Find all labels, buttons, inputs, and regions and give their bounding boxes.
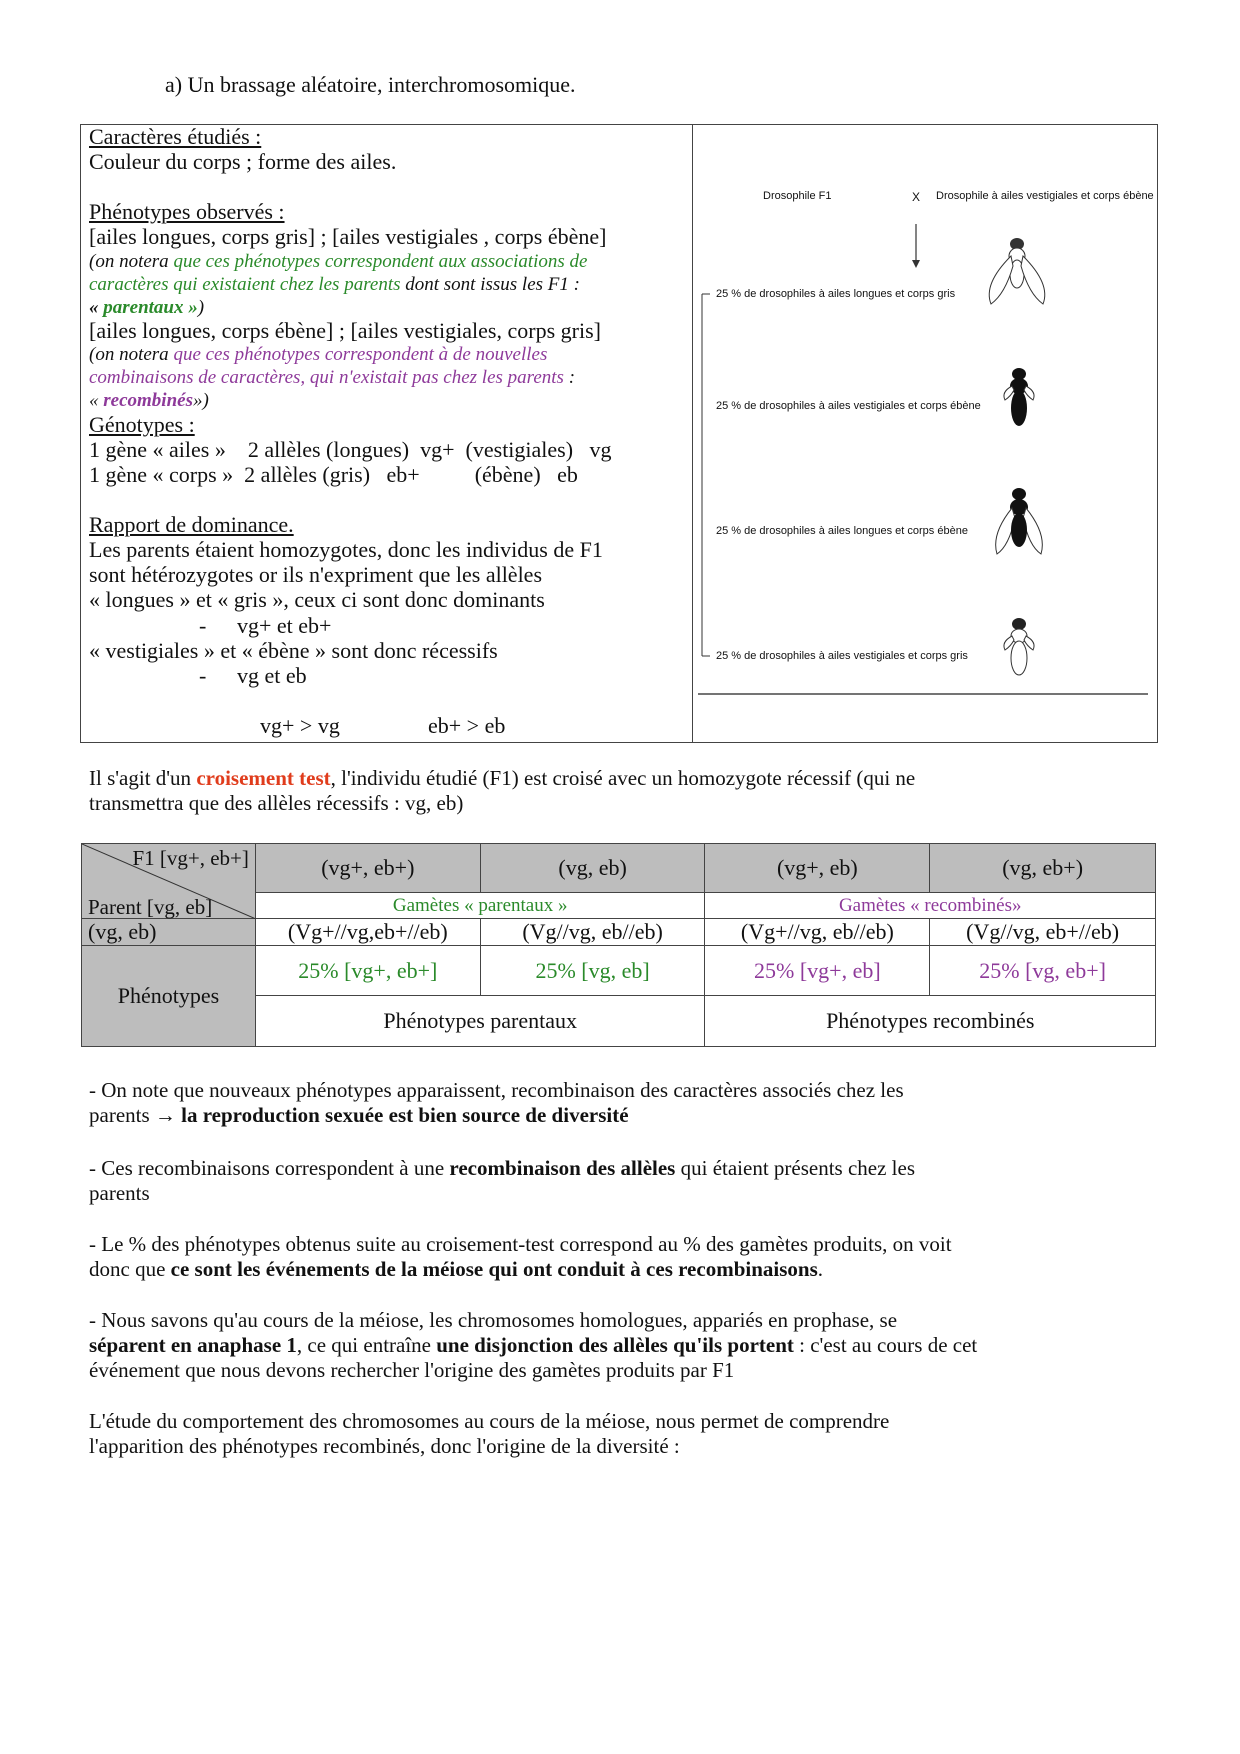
- note-recombines-2: combinaisons de caractères, qui n'existait pas chez les parents :: [89, 367, 576, 388]
- para5-line1: L'étude du comportement des chromosomes au cours de la méiose, nous permet de comprendre: [89, 1409, 890, 1433]
- genotype-wings: 1 gène « ailes » 2 allèles (longues) vg+ (vestigiales) vg: [89, 437, 612, 462]
- dominance-vg: vg+ > vg: [260, 713, 340, 738]
- para4-line2: séparent en anaphase 1, ce qui entraîne une disjonction des allèles qu'ils portent : c'est au cours de cet: [89, 1333, 978, 1357]
- note-parentaux-2: caractères qui existaient chez les parents dont sont issus les F1 :: [89, 274, 580, 295]
- phenotypes-line1: [ailes longues, corps gris] ; [ailes vestigiales , corps ébène]: [89, 224, 607, 249]
- arrow-icon: →: [154, 1103, 176, 1127]
- genotype-1: (Vg+//vg,eb+//eb): [255, 919, 480, 946]
- phenotype-2: 25% [vg, eb]: [480, 946, 705, 996]
- fly-vestigial-ebony-icon: [1004, 368, 1034, 426]
- para4-line1: - Nous savons qu'au cours de la méiose, les chromosomes homologues, appariés en prophase, se: [89, 1308, 898, 1332]
- dominance-alleles-dominant: vg+ et eb+: [237, 613, 332, 638]
- characters-text: Couleur du corps ; forme des ailes.: [89, 149, 397, 174]
- note-parentaux-3: « parentaux »): [89, 297, 205, 318]
- section-heading: a) Un brassage aléatoire, interchromosomique.: [165, 72, 576, 97]
- gamete-f1-4: (vg, eb+): [930, 844, 1156, 893]
- phenotypes-parentaux: Phénotypes parentaux: [255, 996, 705, 1047]
- para5-line2: l'apparition des phénotypes recombinés, donc l'origine de la diversité :: [89, 1434, 680, 1458]
- corner-parent-label: Parent [vg, eb]: [88, 895, 213, 919]
- dominance-line2: sont hétérozygotes or ils n'expriment que les allèles: [89, 562, 543, 587]
- table-corner: [82, 844, 256, 919]
- intro-line1: Il s'agit d'un croisement test, l'individu étudié (F1) est croisé avec un homozygote récessif (qui ne: [89, 766, 916, 790]
- para3-line1: - Le % des phénotypes obtenus suite au croisement-test correspond au % des gamètes produits, on voit: [89, 1232, 952, 1256]
- para3-line2: donc que ce sont les événements de la méiose qui ont conduit à ces recombinaisons.: [89, 1257, 823, 1281]
- fly-long-grey-icon: [989, 238, 1045, 304]
- dominance-line1: Les parents étaient homozygotes, donc les individus de F1: [89, 537, 603, 562]
- gamete-f1-1: (vg+, eb+): [255, 844, 480, 893]
- phenotype-4: 25% [vg, eb+]: [930, 946, 1156, 996]
- corner-f1-label: F1 [vg+, eb+]: [132, 846, 249, 870]
- gametes-parentaux: Gamètes « parentaux »: [255, 893, 705, 919]
- dominance-dash1: -: [199, 613, 207, 638]
- figure-parent-f1: Drosophile F1: [763, 190, 832, 202]
- phenotypes-row-label: Phénotypes: [82, 946, 256, 1047]
- dominance-eb: eb+ > eb: [428, 713, 506, 738]
- genotype-body: 1 gène « corps » 2 allèles (gris) eb+ (ébène) eb: [89, 462, 578, 487]
- fly-long-ebony-icon: [996, 488, 1043, 554]
- para2-line1: - Ces recombinaisons correspondent à une recombinaison des allèles qui étaient présents chez les: [89, 1156, 916, 1180]
- figure-result-4: 25 % de drosophiles à ailes vestigiales et corps gris: [716, 650, 968, 662]
- genotype-3: (Vg+//vg, eb//eb): [705, 919, 930, 946]
- dominance-line5: « vestigiales » et « ébène » sont donc récessifs: [89, 638, 498, 663]
- gamete-f1-2: (vg, eb): [480, 844, 705, 893]
- genotypes-title: Génotypes :: [89, 412, 195, 437]
- para1-line1: - On note que nouveaux phénotypes apparaissent, recombinaison des caractères associés chez les: [89, 1078, 904, 1102]
- phenotype-1: 25% [vg+, eb+]: [255, 946, 480, 996]
- para1-line2: parents → la reproduction sexuée est bien source de diversité: [89, 1103, 629, 1127]
- dominance-alleles-recessive: vg et eb: [237, 663, 307, 688]
- figure-result-1: 25 % de drosophiles à ailes longues et corps gris: [716, 288, 956, 300]
- dominance-line3: « longues » et « gris », ceux ci sont donc dominants: [89, 587, 545, 612]
- figure-result-2: 25 % de drosophiles à ailes vestigiales et corps ébène: [716, 400, 981, 412]
- phenotypes-recombines: Phénotypes recombinés: [705, 996, 1156, 1047]
- figure-cross-symbol: X: [912, 190, 921, 204]
- gamete-f1-3: (vg+, eb): [705, 844, 930, 893]
- figure-result-3: 25 % de drosophiles à ailes longues et corps ébène: [716, 525, 968, 537]
- dominance-dash2: -: [199, 663, 207, 688]
- phenotype-3: 25% [vg+, eb]: [705, 946, 930, 996]
- note-parentaux-1: (on notera que ces phénotypes correspondent aux associations de: [89, 251, 588, 272]
- figure-cross-diagram: [692, 124, 1156, 741]
- dominance-title: Rapport de dominance.: [89, 512, 294, 537]
- intro-line2: transmettra que des allèles récessifs : vg, eb): [89, 791, 464, 815]
- phenotypes-title: Phénotypes observés :: [89, 199, 285, 224]
- note-recombines-3: « recombinés»): [89, 390, 209, 411]
- para2-line2: parents: [89, 1181, 150, 1205]
- gametes-recombines: Gamètes « recombinés»: [705, 893, 1156, 919]
- characters-title: Caractères étudiés :: [89, 124, 262, 149]
- fly-vestigial-grey-icon: [1004, 618, 1034, 675]
- parent-gamete: (vg, eb): [82, 919, 256, 946]
- note-recombines-1: (on notera que ces phénotypes correspondent à de nouvelles: [89, 344, 548, 365]
- figure-parent-recessive: Drosophile à ailes vestigiales et corps ébène: [936, 190, 1154, 202]
- phenotypes-line2: [ailes longues, corps ébène] ; [ailes vestigiales, corps gris]: [89, 318, 601, 343]
- para4-line3: événement que nous devons rechercher l'origine des gamètes produits par F1: [89, 1358, 735, 1382]
- genotype-2: (Vg//vg, eb//eb): [480, 919, 705, 946]
- cross-table: [81, 843, 1156, 1047]
- genotype-4: (Vg//vg, eb+//eb): [930, 919, 1156, 946]
